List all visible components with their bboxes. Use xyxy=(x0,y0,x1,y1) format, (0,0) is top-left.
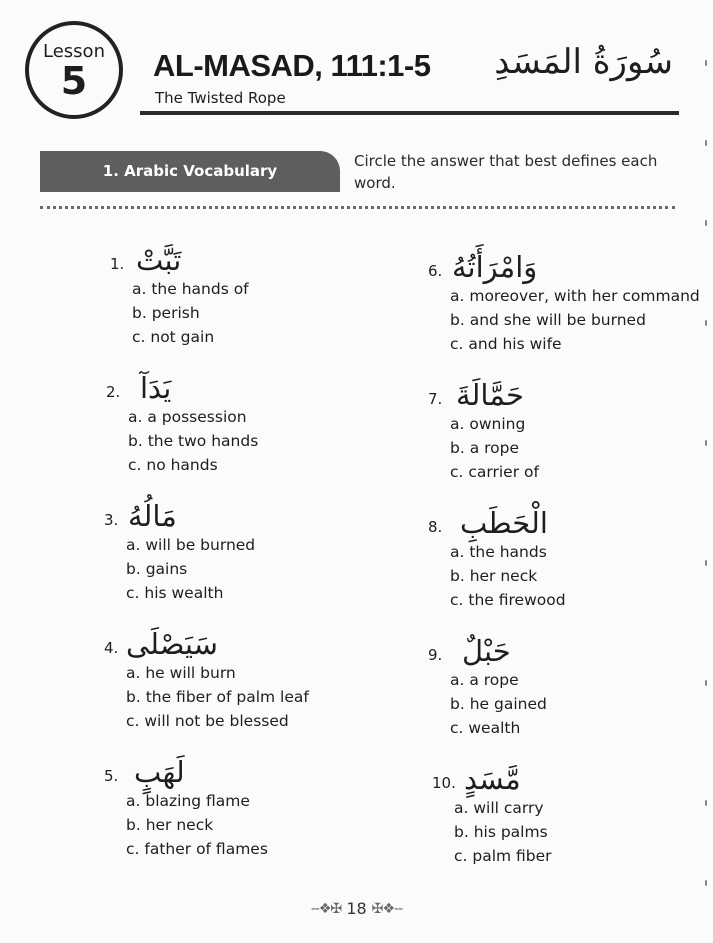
question-number: 4. xyxy=(104,639,119,657)
answer-option[interactable]: c. carrier of xyxy=(450,463,539,481)
question-number: 7. xyxy=(428,390,443,408)
answer-option[interactable]: c. wealth xyxy=(450,719,521,737)
arabic-word: حَمَّالَةَ xyxy=(456,378,524,412)
arabic-word: لَهَبٍ xyxy=(134,755,185,789)
question-number: 10. xyxy=(432,774,456,792)
lesson-badge xyxy=(25,21,123,119)
question-6 xyxy=(428,244,700,356)
question-number: 9. xyxy=(428,646,443,664)
answer-option[interactable]: a. owning xyxy=(450,415,526,433)
answer-option[interactable]: a. a rope xyxy=(450,671,519,689)
answer-option[interactable]: c. father of flames xyxy=(126,840,268,858)
answer-option[interactable]: b. gains xyxy=(126,560,188,578)
question-8 xyxy=(428,500,566,612)
answer-option[interactable]: b. the two hands xyxy=(128,432,259,450)
ornament-right-icon: ✠❖-- xyxy=(371,901,403,917)
question-number: 8. xyxy=(428,518,443,536)
answer-option[interactable]: c. and his wife xyxy=(450,335,562,353)
question-4 xyxy=(104,621,309,733)
answer-option[interactable]: c. not gain xyxy=(132,328,215,346)
question-5 xyxy=(104,749,268,861)
arabic-word: مَالُهُ xyxy=(128,499,177,533)
answer-option[interactable]: a. the hands xyxy=(450,543,547,561)
answer-option[interactable]: c. will not be blessed xyxy=(126,712,289,730)
answer-option[interactable]: b. her neck xyxy=(450,567,538,585)
question-number: 6. xyxy=(428,262,443,280)
answer-option[interactable]: c. no hands xyxy=(128,456,218,474)
page-number: 18 xyxy=(346,899,367,918)
arabic-word: سَيَصْلَى xyxy=(126,627,218,661)
title-divider xyxy=(140,111,679,115)
page-subtitle: The Twisted Rope xyxy=(155,89,286,107)
arabic-word: الْحَطَبِ xyxy=(460,506,548,540)
answer-option[interactable]: b. his palms xyxy=(454,823,548,841)
arabic-word: وَامْرَأَتُهُ xyxy=(452,250,538,284)
arabic-word: مَّسَدٍ xyxy=(464,762,521,796)
answer-option[interactable]: b. the fiber of palm leaf xyxy=(126,688,309,706)
question-number: 3. xyxy=(104,511,119,529)
answer-option[interactable]: b. her neck xyxy=(126,816,214,834)
answer-option[interactable]: b. a rope xyxy=(450,439,520,457)
question-number: 1. xyxy=(110,255,125,273)
arabic-word: تَبَّتْ xyxy=(136,243,182,277)
answer-option[interactable]: c. palm fiber xyxy=(454,847,552,865)
answer-option[interactable]: a. will carry xyxy=(454,799,544,817)
page-edge-marks xyxy=(702,20,710,920)
lesson-label: Lesson xyxy=(43,41,105,62)
ornament-left-icon: --❖✠ xyxy=(310,901,342,917)
answer-option[interactable]: c. the firewood xyxy=(450,591,566,609)
answer-option[interactable]: a. the hands of xyxy=(132,280,249,298)
lesson-number: 5 xyxy=(60,59,88,103)
answer-option[interactable]: b. and she will be burned xyxy=(450,311,646,329)
answer-option[interactable]: a. moreover, with her command xyxy=(450,287,700,305)
question-1 xyxy=(110,237,249,349)
section-instructions: Circle the answer that best defines each word. xyxy=(354,152,658,192)
question-7 xyxy=(428,372,539,484)
page-footer xyxy=(0,899,713,918)
answer-option[interactable]: b. he gained xyxy=(450,695,547,713)
question-number: 5. xyxy=(104,767,119,785)
arabic-word: حَبْلٌ xyxy=(462,634,511,668)
arabic-surah-title: سُورَةُ المَسَدِ xyxy=(494,42,673,82)
question-number: 2. xyxy=(106,383,121,401)
question-2 xyxy=(106,365,258,477)
answer-option[interactable]: c. his wealth xyxy=(126,584,224,602)
section-header: 1. Arabic Vocabulary xyxy=(40,151,340,192)
dotted-divider xyxy=(40,206,675,209)
answer-option[interactable]: a. will be burned xyxy=(126,536,256,554)
answer-option[interactable]: a. a possession xyxy=(128,408,247,426)
answer-option[interactable]: a. blazing flame xyxy=(126,792,250,810)
answer-option[interactable]: a. he will burn xyxy=(126,664,236,682)
question-3 xyxy=(104,493,255,605)
arabic-word: يَدَآ xyxy=(140,371,172,405)
answer-option[interactable]: b. perish xyxy=(132,304,200,322)
page-title: AL-MASAD, 111:1-5 xyxy=(153,48,431,83)
question-9 xyxy=(428,628,547,740)
question-10 xyxy=(432,756,552,868)
